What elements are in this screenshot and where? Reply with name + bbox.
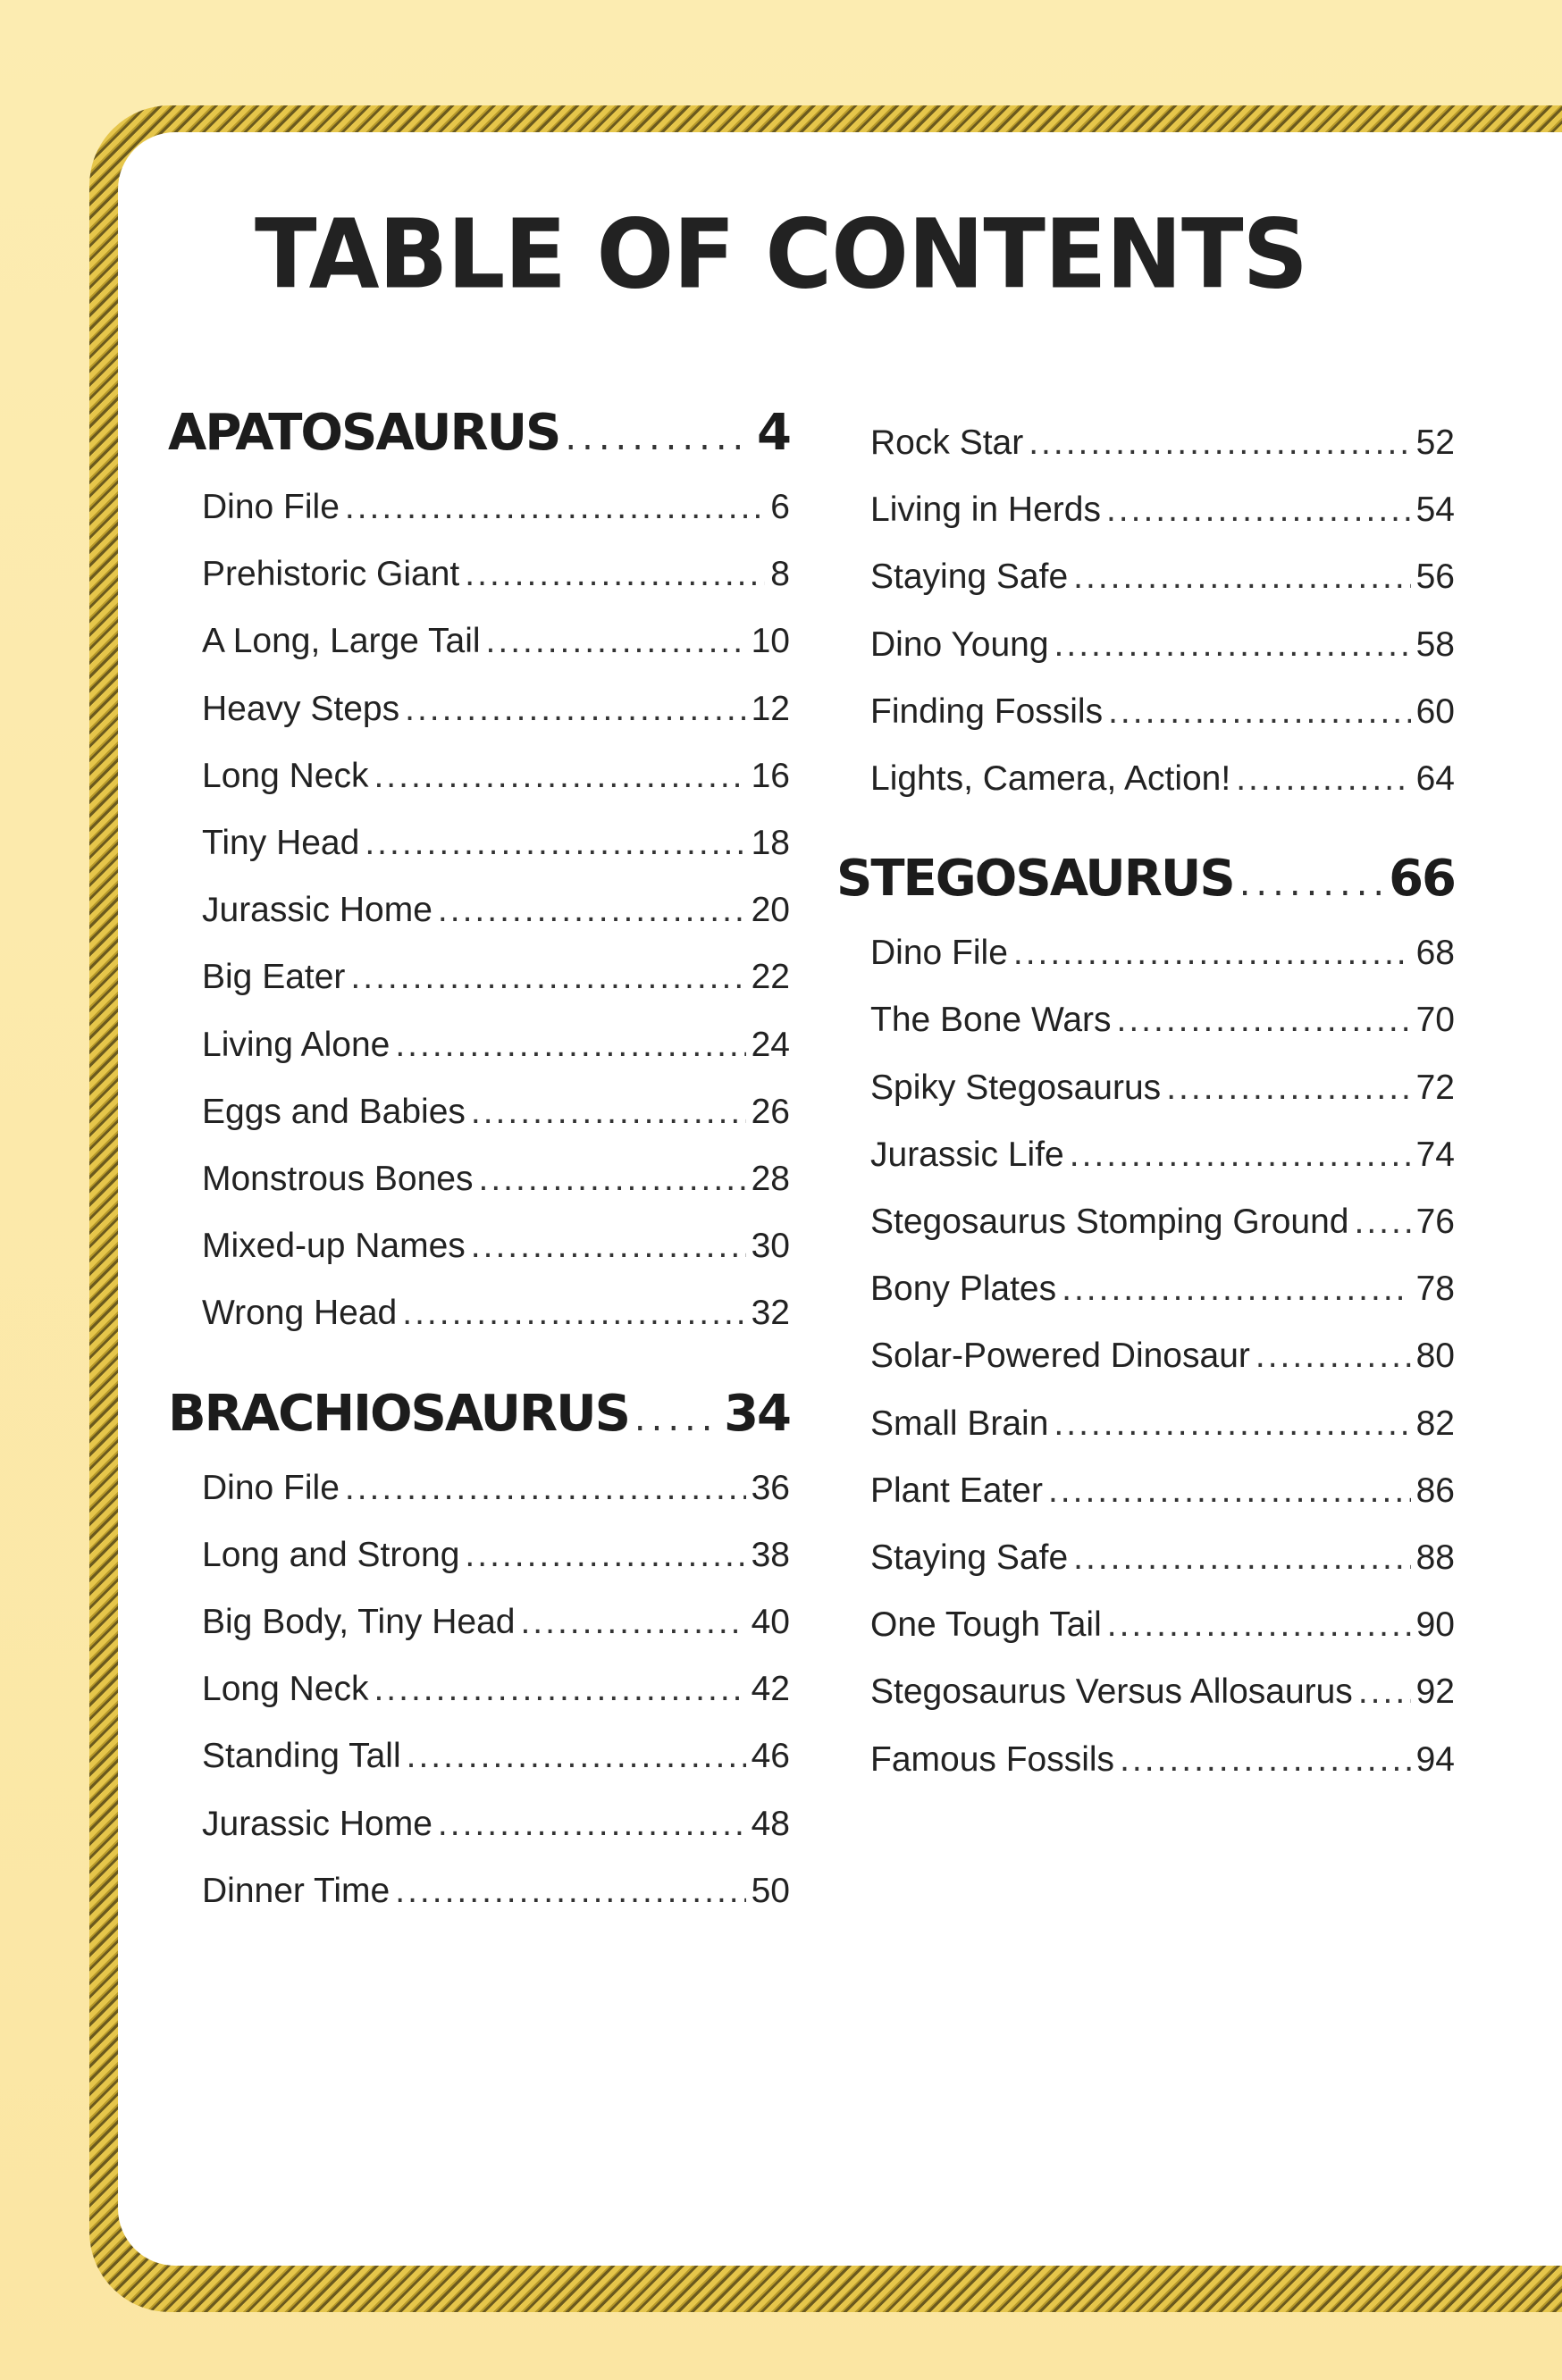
dot-leader bbox=[350, 952, 745, 1002]
dot-leader bbox=[1054, 1399, 1410, 1449]
dot-leader bbox=[1120, 1735, 1411, 1785]
dot-leader bbox=[479, 1154, 746, 1204]
section-heading bbox=[836, 848, 1455, 910]
page-number: 56 bbox=[1415, 557, 1455, 597]
page-number: 42 bbox=[751, 1670, 790, 1709]
dot-leader bbox=[407, 1731, 746, 1781]
page-number: 32 bbox=[751, 1294, 790, 1333]
page-number: 58 bbox=[1415, 624, 1455, 664]
entry-title: Stegosaurus Versus Allosaurus bbox=[870, 1672, 1353, 1712]
entry-title: Staying Safe bbox=[870, 557, 1069, 597]
entry-title: Mixed-up Names bbox=[202, 1227, 466, 1266]
dot-leader bbox=[1029, 418, 1410, 468]
section-heading bbox=[168, 402, 790, 465]
page-number: 18 bbox=[751, 824, 790, 862]
entry-title: Long Neck bbox=[202, 1670, 369, 1709]
section-heading bbox=[168, 1383, 790, 1446]
dot-leader bbox=[1358, 1667, 1411, 1717]
entry-title: Famous Fossils bbox=[870, 1739, 1115, 1779]
page-number: 52 bbox=[1415, 423, 1455, 462]
toc-entry bbox=[870, 1600, 1455, 1650]
page-number: 40 bbox=[751, 1603, 790, 1641]
dot-leader bbox=[1054, 620, 1411, 670]
toc-entry bbox=[870, 995, 1455, 1045]
page-number: 8 bbox=[770, 555, 790, 594]
dot-leader bbox=[345, 1463, 746, 1513]
toc-entry bbox=[202, 549, 790, 599]
dot-leader bbox=[520, 1597, 745, 1647]
entry-title: Prehistoric Giant bbox=[202, 555, 460, 594]
toc-entry bbox=[870, 1399, 1455, 1449]
dot-leader bbox=[402, 1288, 745, 1338]
toc-entry bbox=[202, 616, 790, 666]
dot-leader bbox=[1062, 1264, 1410, 1314]
toc-entry bbox=[202, 1664, 790, 1714]
page-number: 6 bbox=[770, 488, 790, 526]
toc-entry bbox=[202, 684, 790, 734]
page-number: 54 bbox=[1415, 490, 1455, 530]
entry-title: Finding Fossils bbox=[870, 691, 1104, 731]
page-number: 30 bbox=[751, 1227, 790, 1266]
page-number: 86 bbox=[1415, 1471, 1455, 1510]
dot-leader bbox=[565, 406, 752, 469]
page-title: TABLE OF CONTENTS bbox=[254, 199, 1307, 311]
page-number: 50 bbox=[751, 1871, 790, 1910]
page-number: 66 bbox=[1389, 850, 1455, 909]
dot-leader bbox=[438, 1799, 746, 1849]
entry-title: The Bone Wars bbox=[870, 1001, 1112, 1040]
dot-leader bbox=[1073, 1533, 1410, 1583]
dot-leader bbox=[345, 482, 765, 532]
entry-title: Jurassic Home bbox=[202, 891, 432, 930]
toc-entry bbox=[870, 1466, 1455, 1516]
toc-entry bbox=[202, 818, 790, 868]
entry-title: Dino File bbox=[870, 934, 1008, 973]
page-number: 46 bbox=[751, 1737, 790, 1776]
dot-leader bbox=[374, 1664, 745, 1714]
dot-leader bbox=[1117, 995, 1411, 1045]
toc-entry bbox=[870, 1264, 1455, 1314]
page-number: 28 bbox=[751, 1160, 790, 1198]
page-number: 74 bbox=[1415, 1135, 1455, 1174]
entry-title: Rock Star bbox=[870, 423, 1024, 462]
toc-entry bbox=[870, 1667, 1455, 1717]
page-number: 64 bbox=[1415, 759, 1455, 798]
dot-leader bbox=[1108, 687, 1411, 737]
page-number: 90 bbox=[1415, 1605, 1455, 1645]
entry-title: Dinner Time bbox=[202, 1871, 390, 1910]
page-number: 34 bbox=[724, 1384, 790, 1443]
page-number: 70 bbox=[1415, 1001, 1455, 1040]
toc-entry bbox=[202, 1597, 790, 1647]
page-number: 48 bbox=[751, 1804, 790, 1843]
dot-leader bbox=[465, 549, 765, 599]
page-number: 72 bbox=[1415, 1068, 1455, 1107]
dot-leader bbox=[471, 1087, 746, 1137]
dot-leader bbox=[1239, 852, 1383, 915]
section-title: BRACHIOSAURUS bbox=[168, 1384, 629, 1443]
entry-title: Jurassic Home bbox=[202, 1804, 432, 1843]
page-number: 78 bbox=[1415, 1270, 1455, 1309]
toc-entry bbox=[202, 1087, 790, 1137]
toc-entry bbox=[202, 885, 790, 935]
toc-entry bbox=[870, 928, 1455, 978]
dot-leader bbox=[1070, 1130, 1411, 1180]
dot-leader bbox=[405, 684, 746, 734]
entry-title: Jurassic Life bbox=[870, 1135, 1064, 1174]
toc-entry bbox=[202, 1221, 790, 1271]
entry-title: Living in Herds bbox=[870, 490, 1101, 530]
dot-leader bbox=[374, 751, 745, 801]
toc-entry bbox=[870, 1063, 1455, 1113]
toc-entry bbox=[202, 751, 790, 801]
entry-title: Dino File bbox=[202, 488, 340, 526]
toc-entry bbox=[870, 1197, 1455, 1247]
page-number: 68 bbox=[1415, 934, 1455, 973]
entry-title: Eggs and Babies bbox=[202, 1092, 466, 1131]
toc-entry bbox=[870, 1533, 1455, 1583]
dot-leader bbox=[1107, 1600, 1411, 1650]
entry-title: Big Body, Tiny Head bbox=[202, 1603, 516, 1641]
dot-leader bbox=[395, 1866, 745, 1916]
toc-entry bbox=[870, 418, 1455, 468]
entry-title: Plant Eater bbox=[870, 1471, 1043, 1510]
toc-entry bbox=[202, 1866, 790, 1916]
page-number: 92 bbox=[1415, 1672, 1455, 1712]
entry-title: Stegosaurus Stomping Ground bbox=[870, 1203, 1349, 1241]
toc-entry bbox=[202, 1288, 790, 1338]
toc-entry bbox=[202, 1799, 790, 1849]
dot-leader bbox=[438, 885, 746, 935]
dot-leader bbox=[471, 1221, 746, 1271]
toc-entry bbox=[870, 485, 1455, 535]
entry-title: A Long, Large Tail bbox=[202, 622, 481, 661]
page-number: 22 bbox=[751, 958, 790, 997]
entry-title: Tiny Head bbox=[202, 824, 360, 862]
toc-entry bbox=[870, 754, 1455, 804]
page-number: 4 bbox=[757, 404, 790, 462]
toc-entry bbox=[202, 1530, 790, 1580]
dot-leader bbox=[1048, 1466, 1411, 1516]
dot-leader bbox=[634, 1387, 718, 1450]
dot-leader bbox=[1236, 754, 1410, 804]
toc-entry bbox=[870, 1130, 1455, 1180]
entry-title: Dino File bbox=[202, 1468, 340, 1507]
page-number: 60 bbox=[1415, 691, 1455, 731]
entry-title: Lights, Camera, Action! bbox=[870, 759, 1231, 798]
entry-title: Wrong Head bbox=[202, 1294, 398, 1333]
entry-title: Big Eater bbox=[202, 958, 346, 997]
dot-leader bbox=[465, 1530, 745, 1580]
page-number: 38 bbox=[751, 1535, 790, 1574]
section-title: STEGOSAURUS bbox=[836, 850, 1234, 909]
page-number: 10 bbox=[751, 622, 790, 661]
entry-title: Heavy Steps bbox=[202, 689, 400, 728]
dot-leader bbox=[1073, 552, 1410, 602]
entry-title: Monstrous Bones bbox=[202, 1160, 474, 1198]
entry-title: Long Neck bbox=[202, 756, 369, 795]
dot-leader bbox=[1013, 928, 1411, 978]
page-number: 94 bbox=[1415, 1739, 1455, 1779]
section-title: APATOSAURUS bbox=[168, 404, 560, 462]
toc-entry bbox=[870, 1331, 1455, 1381]
toc-entry bbox=[870, 552, 1455, 602]
toc-entry bbox=[202, 1020, 790, 1070]
dot-leader bbox=[395, 1020, 745, 1070]
entry-title: Dino Young bbox=[870, 624, 1049, 664]
page-number: 20 bbox=[751, 891, 790, 930]
page-number: 16 bbox=[751, 756, 790, 795]
toc-entry bbox=[870, 687, 1455, 737]
toc-entry bbox=[202, 1731, 790, 1781]
dot-leader bbox=[1166, 1063, 1410, 1113]
page-number: 26 bbox=[751, 1092, 790, 1131]
entry-title: Staying Safe bbox=[870, 1538, 1069, 1577]
page-number: 88 bbox=[1415, 1538, 1455, 1577]
toc-entry bbox=[202, 1463, 790, 1513]
entry-title: Long and Strong bbox=[202, 1535, 460, 1574]
entry-title: Bony Plates bbox=[870, 1270, 1057, 1309]
page-number: 24 bbox=[751, 1025, 790, 1064]
dot-leader bbox=[1355, 1197, 1411, 1247]
dot-leader bbox=[1106, 485, 1411, 535]
dot-leader bbox=[486, 616, 746, 666]
page-number: 36 bbox=[751, 1468, 790, 1507]
dot-leader bbox=[365, 818, 745, 868]
page-number: 12 bbox=[751, 689, 790, 728]
entry-title: Solar-Powered Dinosaur bbox=[870, 1337, 1250, 1376]
entry-title: Standing Tall bbox=[202, 1737, 401, 1776]
entry-title: One Tough Tail bbox=[870, 1605, 1102, 1645]
dot-leader bbox=[1255, 1331, 1411, 1381]
page-number: 76 bbox=[1415, 1203, 1455, 1241]
toc-entry bbox=[870, 1735, 1455, 1785]
page-number: 82 bbox=[1415, 1404, 1455, 1443]
entry-title: Spiky Stegosaurus bbox=[870, 1068, 1162, 1107]
entry-title: Small Brain bbox=[870, 1404, 1049, 1443]
toc-entry bbox=[202, 952, 790, 1002]
toc-entry bbox=[870, 620, 1455, 670]
page-number: 80 bbox=[1415, 1337, 1455, 1376]
toc-entry bbox=[202, 1154, 790, 1204]
entry-title: Living Alone bbox=[202, 1025, 390, 1064]
toc-entry bbox=[202, 482, 790, 532]
